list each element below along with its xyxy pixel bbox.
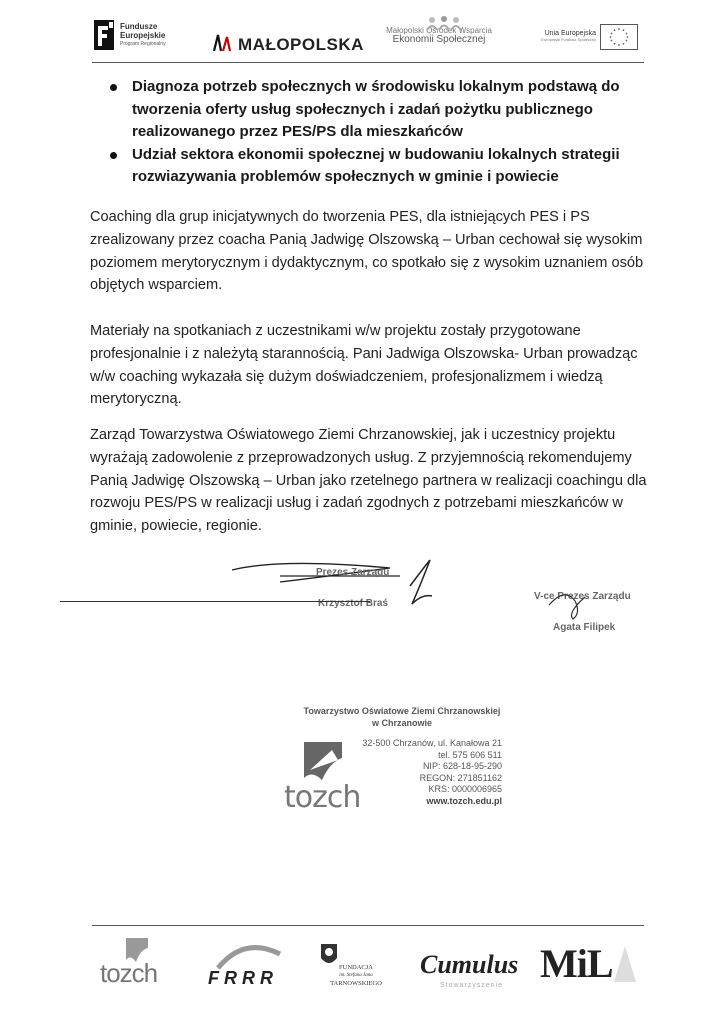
ekonomia-line1: Małopolski Ośrodek Wsparcia xyxy=(386,26,492,35)
organization-stamp xyxy=(282,706,522,806)
footer-cumulus-logo: Cumulus xyxy=(420,950,519,979)
footer-frrr-logo: FRRR xyxy=(208,968,278,988)
fe-line3: Program Regionalny xyxy=(120,41,166,47)
stamp-krs: KRS: 0000006965 xyxy=(428,784,502,794)
stamp-address: 32-500 Chrzanów, ul. Kanałowa 21 xyxy=(362,738,502,748)
footer-cumulus-sub: Stowarzyszenie xyxy=(440,982,504,989)
ekonomia-line2: Ekonomii Społecznej xyxy=(392,34,486,45)
left-signature-title: Prezes Zarządu xyxy=(316,567,390,578)
stamp-regon: REGON: 271851162 xyxy=(419,772,502,783)
handwritten-signature-left-icon xyxy=(220,556,440,621)
left-signature-name: Krzysztof Braś xyxy=(318,598,389,609)
footer-tozch-logo: tozch xyxy=(100,958,158,988)
ue-subtitle: Europejski Fundusz Społeczny xyxy=(541,37,596,42)
ekonomia-figures-icon xyxy=(424,16,464,35)
mil-arrow-icon xyxy=(612,944,638,989)
fundacja-line2: im. Stefana Jana xyxy=(339,973,373,978)
bullet-item xyxy=(110,144,630,189)
bullet-list xyxy=(110,76,630,189)
unia-europejska-label xyxy=(536,30,596,42)
stamp-address-block xyxy=(356,738,502,807)
stamp-nip: NIP: 628-18-95-290 xyxy=(422,761,502,771)
fe-line2: Europejskie xyxy=(120,31,166,40)
paragraph-materialy: Materiały na spotkaniach z uczestnikami w/w projektu zostały przygotowane profesjonalnie i z należytą starannością. Pani Jadwiga Olszowska- Urban prowadząc w/w coaching wykazała się dużym doświadczeniem, profesjonalizmem i wiedzą merytoryczną. xyxy=(90,323,638,408)
stamp-www: www.tozch.edu.pl xyxy=(426,795,502,806)
stamp-org-line2: w Chrzanowie xyxy=(371,717,432,728)
right-signature-title: V-ce Prezes Zarządu xyxy=(534,591,631,602)
bullet-dot-icon xyxy=(110,152,117,159)
stamp-tel: tel. 575 606 511 xyxy=(438,749,502,760)
footer-divider xyxy=(92,925,644,926)
malopolska-logo: MAŁOPOLSKA xyxy=(238,35,364,54)
paragraph-coaching: Coaching dla grup inicjatywnych do tworzenia PES, dla istniejących PES i PS zrealizowany przez coacha Panią Jadwigę Olszowską – Urban cechował się wysokim poziomem merytorycznym i dydaktycznym, co spotkało się z wysokim uznaniem osób objętych wsparciem. xyxy=(90,209,644,294)
bullet-item xyxy=(110,76,630,144)
fundacja-line1: FUNDACJA xyxy=(339,964,373,971)
right-signature-name: Agata Filipek xyxy=(553,622,616,633)
paragraph-rekomendacja: Zarząd Towarzystwa Oświatowego Ziemi Chrzanowskiej, jak i uczestnicy projektu wyrażają zadowolenie z przeprowadzonych usług. Z przyjemnością rekomendujemy Panią Jadwigę Olszowską – Urban jako rzetelnego partnera w realizacji coachingu dla rozwoju PES/PS w realizacji usług i zadań zgodnych z potrzebami mieszkańców w gminie, powiecie, regionie. xyxy=(90,427,647,535)
bullet-text: Udział sektora ekonomii społecznej w budowaniu lokalnych strategii rozwiazywania problemów społecznych w gminie i powiecie xyxy=(132,145,620,185)
footer-mil-logo: MiL xyxy=(540,941,613,986)
ue-title: Unia Europejska xyxy=(544,30,596,37)
bullet-dot-icon xyxy=(110,84,117,91)
header-divider xyxy=(92,62,644,63)
footer-fundacja-logo xyxy=(320,964,392,988)
fe-line1: Fundusze xyxy=(120,22,158,31)
fundacja-line3: TARNOWSKIEGO xyxy=(330,980,382,987)
eu-flag-icon xyxy=(600,24,638,50)
fundusze-europejskie-label xyxy=(120,22,166,49)
stamp-org-line1: Towarzystwo Oświatowe Ziemi Chrzanowskiej xyxy=(303,706,501,716)
bullet-text: Diagnoza potrzeb społecznych w środowisku lokalnym podstawą do tworzenia oferty usług społecznych i zadań pożytku publicznego realizowanego przez PES/PS dla mieszkańców xyxy=(132,78,620,140)
malopolska-mark-icon xyxy=(212,32,234,57)
fundusze-europejskie-logo-icon xyxy=(92,18,116,57)
tozch-stamp-text: tozch xyxy=(284,780,361,815)
handwritten-signature-right-icon xyxy=(545,583,605,628)
left-signature-line xyxy=(60,601,370,602)
